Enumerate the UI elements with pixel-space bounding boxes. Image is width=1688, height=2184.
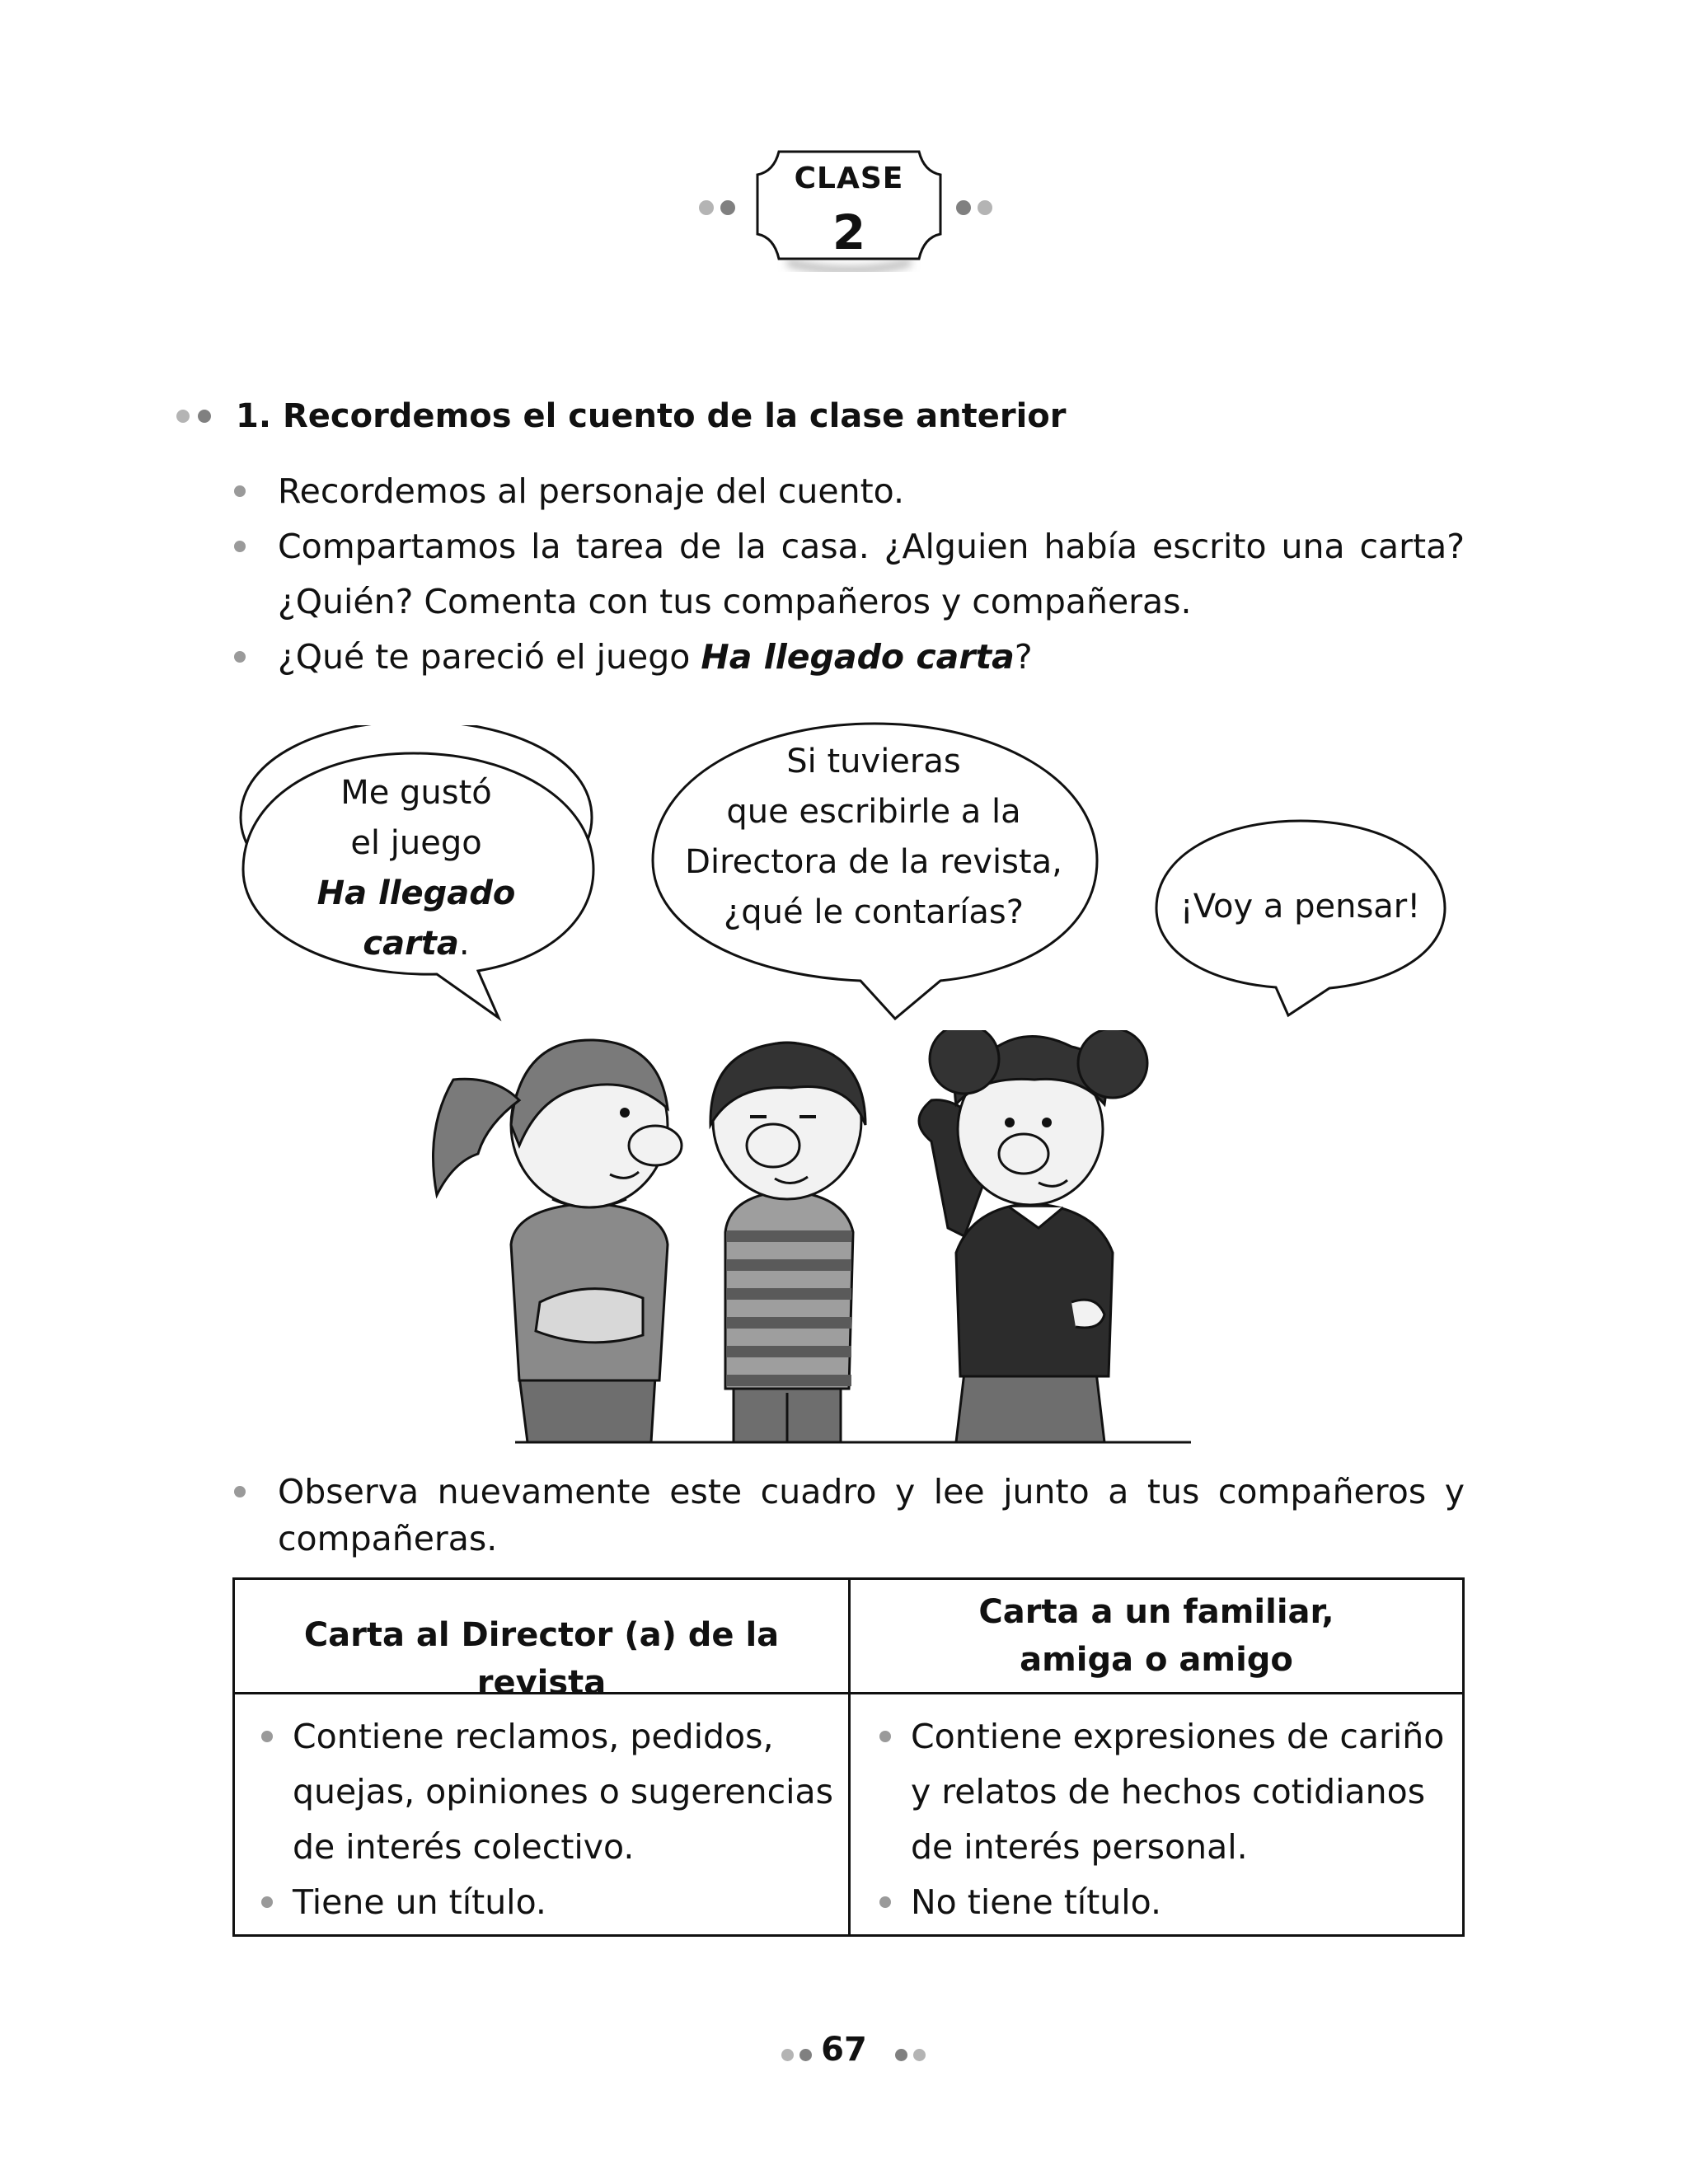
girl-ponytail-figure bbox=[434, 1040, 682, 1442]
heading-dot-2 bbox=[198, 410, 211, 423]
right-cell-line-2: y relatos de hechos cotidianos bbox=[911, 1772, 1426, 1811]
badge-dot-left-1 bbox=[699, 200, 714, 215]
heading-dot-1 bbox=[176, 410, 190, 423]
bullet-dot bbox=[234, 1486, 246, 1497]
observe-text-2: compañeras. bbox=[278, 1519, 498, 1558]
table-header-2-line-1: Carta a un familiar, bbox=[978, 1593, 1334, 1631]
footer-dot-4 bbox=[913, 2049, 926, 2061]
table-header-2-line-2: amiga o amigo bbox=[1020, 1641, 1293, 1679]
bubble-left-line-4-a: carta bbox=[363, 925, 459, 963]
observe-text-1: Observa nuevamente este cuadro y lee junto a tus compañeros y bbox=[278, 1472, 1465, 1511]
bubble-left-text bbox=[264, 768, 569, 969]
girl-curly-hair-figure bbox=[919, 1030, 1147, 1442]
bubble-center-line-4: ¿qué le contarías? bbox=[724, 893, 1024, 931]
bubble-left-line-4 bbox=[264, 919, 569, 969]
table-header-2 bbox=[851, 1588, 1462, 1684]
bullet-dot bbox=[261, 1731, 273, 1742]
class-number: 2 bbox=[832, 204, 866, 260]
boy-striped-sweater-figure bbox=[710, 1043, 865, 1442]
bullet-dot bbox=[879, 1896, 891, 1908]
bullet-text-3-a: ¿Qué te pareció el juego bbox=[278, 637, 701, 677]
right-cell-line-4: No tiene título. bbox=[911, 1882, 1162, 1922]
table-header-1: Carta al Director (a) de la revista bbox=[303, 1616, 780, 1702]
bullet-dot bbox=[234, 541, 246, 552]
section-heading: 1. Recordemos el cuento de la clase anterior bbox=[236, 397, 1067, 435]
bubble-left-line-4-b: . bbox=[458, 925, 470, 963]
bubble-left-line-1: Me gustó bbox=[340, 774, 492, 812]
bullet-text-2: Compartamos la tarea de la casa. ¿Alguien había escrito una carta? bbox=[278, 527, 1465, 566]
badge-dot-left-2 bbox=[720, 200, 735, 215]
left-cell-line-4: Tiene un título. bbox=[293, 1882, 546, 1922]
bullet-dot bbox=[879, 1731, 891, 1742]
badge-dot-right-2 bbox=[978, 200, 992, 215]
left-cell-line-2: quejas, opiniones o sugerencias bbox=[293, 1772, 834, 1811]
bubble-center-text bbox=[659, 737, 1088, 938]
page-number: 67 bbox=[821, 2031, 867, 2069]
game-name: Ha llegado carta bbox=[701, 637, 1015, 677]
right-cell-line-1: Contiene expresiones de cariño bbox=[911, 1717, 1445, 1756]
bullet-dot bbox=[234, 651, 246, 663]
footer-dot-3 bbox=[895, 2049, 907, 2061]
badge-dot-right-1 bbox=[956, 200, 971, 215]
bullet-text-1: Recordemos al personaje del cuento. bbox=[278, 471, 905, 511]
left-cell-line-3: de interés colectivo. bbox=[293, 1827, 635, 1867]
bubble-center-line-1: Si tuvieras bbox=[786, 743, 961, 780]
bubble-center-line-2: que escribirle a la bbox=[726, 793, 1021, 831]
children-illustration bbox=[404, 1030, 1203, 1451]
bubble-center-line-3: Directora de la revista, bbox=[685, 843, 1062, 881]
comparison-table bbox=[232, 1577, 1465, 1937]
bullet-text-2-cont: ¿Quién? Comenta con tus compañeros y compañeras. bbox=[278, 582, 1192, 621]
bullet-text-3 bbox=[278, 630, 1033, 685]
left-cell-line-1: Contiene reclamos, pedidos, bbox=[293, 1717, 774, 1756]
bubble-left-line-3: Ha llegado bbox=[316, 874, 516, 912]
bullet-text-3-b: ? bbox=[1014, 637, 1033, 677]
bullet-dot bbox=[261, 1896, 273, 1908]
bubble-right-text: ¡Voy a pensar! bbox=[1179, 888, 1421, 926]
bubble-left-line-2: el juego bbox=[350, 824, 482, 862]
bullet-dot bbox=[234, 485, 246, 497]
right-cell-line-3: de interés personal. bbox=[911, 1827, 1248, 1867]
class-label: CLASE bbox=[794, 162, 904, 195]
